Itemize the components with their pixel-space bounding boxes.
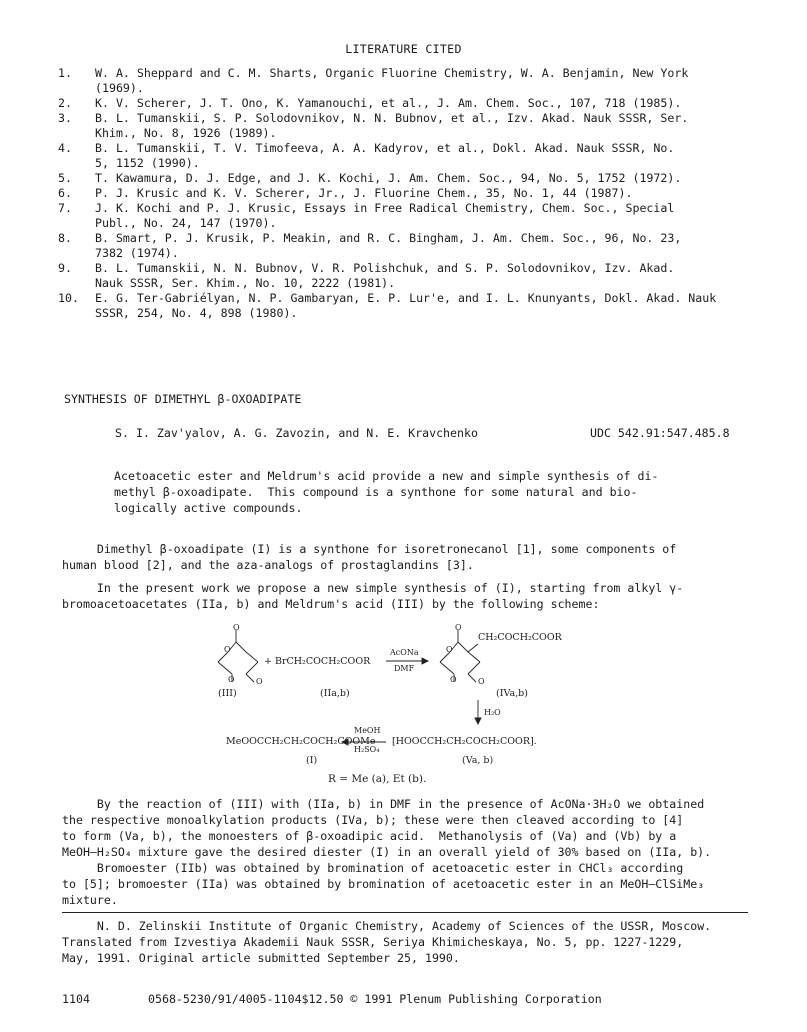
condition-h2so4: H₂SO₄	[354, 745, 380, 754]
label-iv: (IVa,b)	[496, 688, 528, 699]
reference-number: 7.	[58, 201, 72, 215]
reference-number: 10.	[58, 291, 79, 305]
reagent-ii: + BrCH₂COCH₂COOR	[264, 656, 371, 667]
page-number: 1104	[62, 992, 90, 1006]
r-definition: R = Me (a), Et (b).	[328, 773, 427, 785]
product-i: MeOOCCH₂CH₂COCH₂COOMe	[226, 736, 376, 747]
reference-number: 8.	[58, 231, 72, 245]
condition-dmf: DMF	[394, 664, 415, 673]
reference-number: 1.	[58, 66, 72, 80]
udc-code: UDC 542.91:547.485.8	[590, 426, 730, 440]
reference-list	[40, 66, 780, 321]
product-v: [HOOCCH₂CH₂COCH₂COOR].	[392, 736, 537, 747]
footnote-divider	[62, 912, 748, 913]
paragraph-intro: Dimethyl β-oxoadipate (I) is a synthone for isoretronecanol [1], some components of human blood [2], and the aza-analogs of prostaglandins [3].	[62, 542, 677, 572]
condition-h2o: H₂O	[484, 708, 501, 717]
svg-text:O: O	[478, 677, 485, 686]
scheme-structures	[196, 618, 616, 786]
label-ii: (IIa,b)	[320, 688, 350, 699]
label-iii: (III)	[218, 688, 237, 699]
paragraph-bromoester: Bromoester (IIb) was obtained by bromination of acetoacetic ester in CHCl₃ according to [5]; bromoester (IIa) was obtained by bromination of acetoacetic ester in an MeOH—ClSiMe₃ mixture.	[62, 861, 705, 907]
reference-item	[40, 186, 780, 201]
paragraph-scheme-intro: In the present work we propose a new simple synthesis of (I), starting from alkyl γ- bromoacetoacetates (IIa, b) and Meldrum's acid (III) by the following scheme:	[62, 581, 684, 611]
article-title: SYNTHESIS OF DIMETHYL β-OXOADIPATE	[64, 392, 302, 406]
label-i: (I)	[306, 755, 318, 766]
reference-text: B. Smart, P. J. Krusik, P. Meakin, and R. C. Bingham, J. Am. Chem. Soc., 96, No. 23, 7382 (1974).	[95, 231, 682, 260]
condition-acona: AcONa	[390, 648, 419, 657]
reference-text: B. L. Tumanskii, S. P. Solodovnikov, N. N. Bubnov, et al., Izv. Akad. Nauk SSSR, Ser. Khim., No. 8, 1926 (1989).	[95, 111, 689, 140]
reference-text: K. V. Scherer, J. T. Ono, K. Yamanouchi, et al., J. Am. Chem. Soc., 107, 718 (1985).	[95, 96, 682, 110]
reference-item	[40, 201, 780, 231]
affiliation-footnote: N. D. Zelinskii Institute of Organic Chemistry, Academy of Sciences of the USSR, Moscow. Translated from Izvestiya Akademii Nauk SSSR, Seriya Khimicheskaya, No. 5, pp. 1227-1229, May, 1991. Original article submitted September 25, 1990.	[62, 919, 712, 965]
reference-item	[40, 96, 780, 111]
svg-text:O: O	[233, 623, 240, 632]
reference-item	[40, 171, 780, 186]
abstract: Acetoacetic ester and Meldrum's acid provide a new and simple synthesis of di- methyl β-oxoadipate. This compound is a synthone for some natural and bio- logically active compounds.	[114, 469, 659, 515]
reference-number: 9.	[58, 261, 72, 275]
reference-number: 3.	[58, 111, 72, 125]
reference-number: 6.	[58, 186, 72, 200]
reference-number: 4.	[58, 141, 72, 155]
reference-text: E. G. Ter-Gabriélyan, N. P. Gambaryan, E. P. Lur'e, and I. L. Knunyants, Dokl. Akad. Nauk SSSR, 254, No. 4, 898 (1980).	[95, 291, 717, 320]
reference-text: W. A. Sheppard and C. M. Sharts, Organic Fluorine Chemistry, W. A. Benjamin, New York (1969).	[95, 66, 689, 95]
reaction-scheme	[196, 618, 616, 786]
reference-item	[40, 231, 780, 261]
paragraph-reaction: By the reaction of (III) with (IIa, b) in DMF in the presence of AcONa·3H₂O we obtained the respective monoalkylation products (IVa, b); these were then cleaved according to [4] to form (Va, b), the monoesters of β-oxoadipic acid. Methanolysis of (Va) and (Vb) by a MeOH—H₂SO₄ mixture gave the desired diester (I) in an overall yield of 30% based on (IIa, b).	[62, 797, 712, 859]
arrow-down-icon	[475, 700, 481, 724]
reference-item	[40, 291, 780, 321]
reference-text: P. J. Krusic and K. V. Scherer, Jr., J. Fluorine Chem., 35, No. 1, 44 (1987).	[95, 186, 633, 200]
svg-text:O: O	[256, 677, 263, 686]
label-v: (Va, b)	[462, 755, 494, 766]
svg-text:O: O	[228, 675, 235, 684]
iv-substituent: CH₂COCH₂COOR	[478, 632, 562, 643]
reference-item	[40, 141, 780, 171]
iv-structure	[440, 630, 480, 682]
reference-item	[40, 66, 780, 96]
svg-text:O: O	[450, 675, 457, 684]
reference-number: 5.	[58, 171, 72, 185]
reference-item	[40, 111, 780, 141]
reference-number: 2.	[58, 96, 72, 110]
svg-text:O: O	[446, 645, 453, 654]
reference-text: J. K. Kochi and P. J. Krusic, Essays in Free Radical Chemistry, Chem. Soc., Special Publ., No. 24, 147 (1970).	[95, 201, 675, 230]
copyright-code: 0568-5230/91/4005-1104$12.50 © 1991 Plenum Publishing Corporation	[148, 992, 602, 1006]
reference-item	[40, 261, 780, 291]
reference-text: T. Kawamura, D. J. Edge, and J. K. Kochi, J. Am. Chem. Soc., 94, No. 5, 1752 (1972).	[95, 171, 682, 185]
article-authors: S. I. Zav'yalov, A. G. Zavozin, and N. E. Kravchenko	[115, 426, 478, 440]
meldrums-acid-structure	[218, 630, 258, 682]
svg-text:O: O	[224, 645, 231, 654]
condition-meoh: MeOH	[354, 726, 381, 735]
literature-heading: LITERATURE CITED	[345, 42, 462, 56]
reference-text: B. L. Tumanskii, T. V. Timofeeva, A. A. Kadyrov, et al., Dokl. Akad. Nauk SSSR, No. 5, 1152 (1990).	[95, 141, 675, 170]
svg-text:O: O	[455, 623, 462, 632]
reference-text: B. L. Tumanskii, N. N. Bubnov, V. R. Polishchuk, and S. P. Solodovnikov, Izv. Akad. Nauk SSSR, Ser. Khim., No. 10, 2222 (1981).	[95, 261, 675, 290]
